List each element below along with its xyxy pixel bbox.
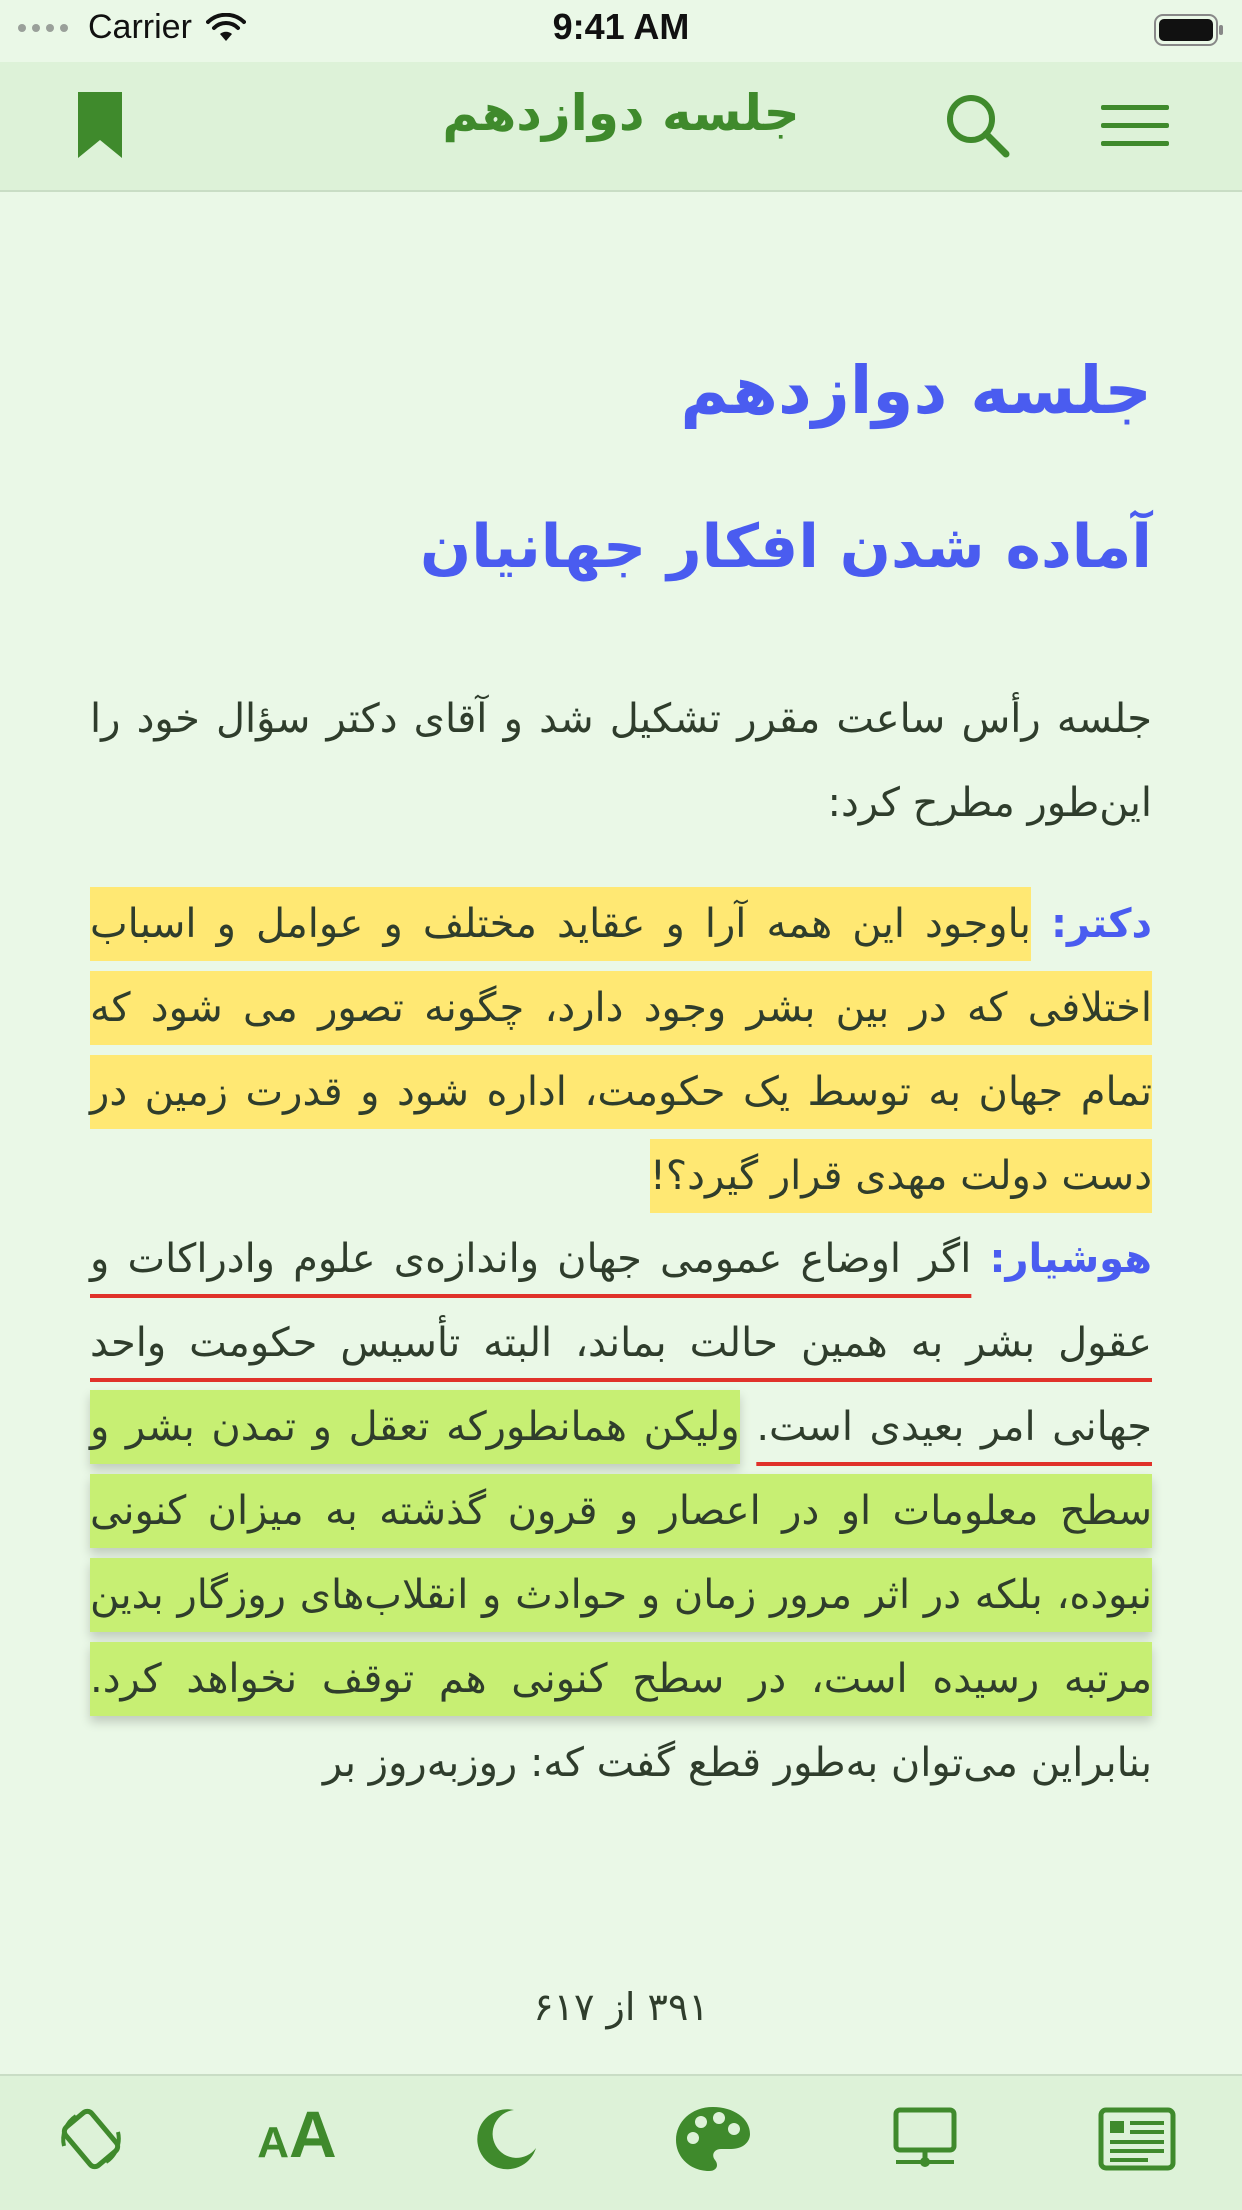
app-header	[0, 62, 1242, 192]
rotate-screen-icon[interactable]	[52, 2100, 130, 2178]
yellow-highlight[interactable]: باوجود این همه آرا و عقاید مختلف و عوامل و اسباب اختلافی که در بین بشر وجود دارد، چگونه تصور می شود که تمام جهان به توسط یک حکومت، اداره شود و قدرت زمین در دست دولت مهدی قرار گیرد؟!	[90, 887, 1152, 1213]
red-underline[interactable]: اگر اوضاع عمومی جهان واندازه‌ی علوم وادراکات و عقول بشر به همین حالت بماند، البته تأسیس حکومت واحد جهانی امر بعیدی است.	[90, 1236, 1152, 1450]
presentation-icon[interactable]	[886, 2100, 964, 2178]
intro-paragraph[interactable]: جلسه رأس ساعت مقرر تشکیل شد و آقای دکتر سؤال خود را این‌طور مطرح کرد:	[90, 696, 1152, 826]
menu-icon[interactable]	[1098, 96, 1172, 156]
speaker-label: دکتر:	[1051, 901, 1152, 947]
bottom-toolbar	[0, 2074, 1242, 2210]
header-title: جلسه دوازدهم	[442, 84, 800, 142]
carrier-label: Carrier	[88, 8, 192, 46]
status-bar	[0, 0, 1242, 62]
speaker-label: هوشیار:	[989, 1236, 1152, 1282]
search-icon[interactable]	[940, 88, 1014, 162]
font-size-large-a: A	[289, 2097, 337, 2171]
status-time: 9:41 AM	[552, 6, 690, 47]
palette-icon[interactable]	[672, 2100, 754, 2178]
chapter-title: جلسه دوازدهم	[680, 352, 1152, 429]
night-mode-icon[interactable]	[466, 2100, 544, 2178]
section-title: آماده شدن افکار جهانیان	[420, 512, 1152, 582]
font-size-small-a: A	[257, 2118, 290, 2167]
question-paragraph[interactable]	[90, 882, 1152, 1218]
font-size-icon[interactable]	[252, 2097, 342, 2178]
answer-paragraph[interactable]	[90, 1217, 1152, 1805]
trailing-text: بنابراین می‌توان به‌طور قطع گفت که: روزبه‌روز بر	[322, 1740, 1152, 1786]
page-counter: ۳۹۱ از ۶۱۷	[533, 1985, 709, 2029]
green-highlight[interactable]: ولیکن همانطورکه تعقل و تمدن بشر و سطح معلومات او در اعصار و قرون گذشته به میزان کنونی نبوده، بلکه در اثر مرور زمان و حوادث و انقلاب‌های روزگار بدین مرتبه رسیده است، در سطح کنونی هم توقف نخواهد کرد.	[90, 1390, 1152, 1716]
battery-icon	[1154, 14, 1224, 46]
contents-icon[interactable]	[1096, 2100, 1178, 2178]
